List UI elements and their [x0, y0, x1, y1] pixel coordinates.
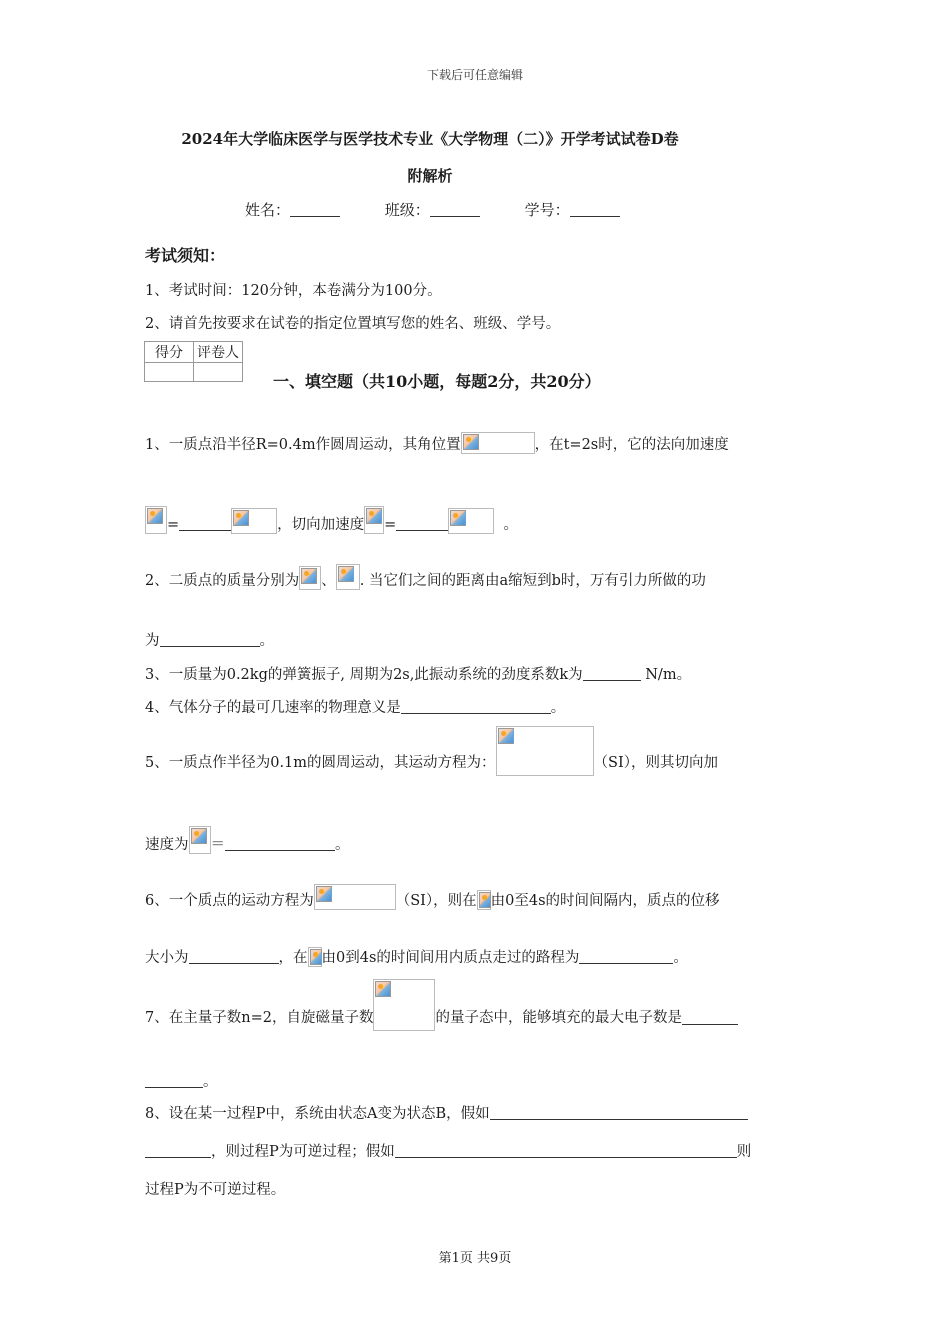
exam-subtitle: 附解析 [407, 167, 453, 185]
q6-text: 大小为 [145, 950, 189, 966]
question-4 [145, 696, 565, 717]
student-info [245, 199, 660, 220]
q3-text: 3、一质量为0.2kg的弹簧振子, 周期为2s,此振动系统的劲度系数k为 [145, 667, 583, 683]
score-table [144, 341, 243, 382]
question-5-line-2 [145, 826, 350, 854]
answer-blank[interactable] [189, 949, 279, 964]
broken-image-icon [316, 886, 332, 902]
q6-text: （SI），则在 [395, 893, 477, 909]
q2-text: 、 [321, 573, 336, 589]
q2-text: 。 [259, 633, 274, 649]
answer-blank[interactable] [145, 1073, 203, 1088]
broken-image-icon [338, 566, 354, 582]
answer-blank[interactable] [395, 1143, 737, 1158]
formula-image [448, 508, 494, 534]
q5-text: 。 [335, 837, 350, 853]
formula-image [364, 506, 384, 534]
question-1-line-1 [145, 432, 729, 454]
q5-text: （SI），则其切向加 [593, 755, 718, 771]
q4-text: 4、气体分子的最可几速率的物理意义是 [145, 700, 401, 716]
formula-image [477, 890, 491, 910]
id-label: 学号： [524, 201, 570, 219]
score-header: 得分 [145, 342, 194, 363]
q7-text: 7、在主量子数n=2，自旋磁量子数 [145, 1010, 374, 1026]
q6-text: 。 [673, 950, 688, 966]
broken-image-icon [479, 892, 491, 908]
q6-text: ，在 [278, 950, 308, 966]
formula-image [373, 979, 435, 1031]
answer-blank[interactable] [579, 949, 673, 964]
q8-text: ，则过程P为可逆过程；假如 [211, 1144, 395, 1160]
formula-image [336, 564, 360, 590]
q8-text: 则 [736, 1144, 752, 1160]
broken-image-icon [366, 508, 382, 524]
q4-text: 。 [550, 700, 566, 716]
broken-image-icon [310, 949, 322, 965]
answer-blank[interactable] [145, 1143, 211, 1158]
question-8-line-3: 过程P为不可逆过程。 [145, 1182, 286, 1198]
broken-image-icon [191, 828, 207, 844]
answer-blank[interactable] [583, 666, 641, 681]
answer-blank[interactable] [682, 1010, 738, 1025]
q6-text: 由0至4s的时间间隔内，质点的位移 [490, 893, 720, 909]
broken-image-icon [233, 510, 249, 526]
formula-image [308, 947, 322, 967]
answer-blank[interactable] [490, 1105, 748, 1120]
q6-text: 由0到4s的时间间用内质点走过的路程为 [321, 950, 580, 966]
header-note: 下载后可任意编辑 [426, 68, 523, 82]
q2-text: . 当它们之间的距离由a缩短到b时，万有引力所做的功 [359, 573, 706, 589]
question-5-line-1 [145, 726, 718, 776]
equals-sign: = [167, 517, 180, 533]
formula-image [299, 566, 321, 590]
question-6-line-1 [145, 884, 720, 910]
q2-text: 2、二质点的质量分别为 [145, 573, 300, 589]
notice-item: 2、请首先按要求在试卷的指定位置填写您的姓名、班级、学号。 [145, 316, 561, 332]
q5-text: 5、一质点作半径为0.1m的圆周运动，其运动方程为： [145, 755, 496, 771]
broken-image-icon [147, 508, 163, 524]
question-7-line-1 [145, 979, 738, 1031]
question-7-line-2 [145, 1070, 218, 1091]
broken-image-icon [450, 510, 466, 526]
broken-image-icon [463, 434, 479, 450]
exam-title: 2024年大学临床医学与医学技术专业《大学物理（二）》开学考试试卷D卷 [181, 130, 679, 148]
answer-blank[interactable] [396, 516, 448, 531]
q8-text: 8、设在某一过程P中，系统由状态A变为状态B，假如 [145, 1106, 490, 1122]
notice-item: 1、考试时间：120分钟，本卷满分为100分。 [145, 283, 442, 299]
formula-image [314, 884, 396, 910]
question-2-line-2 [145, 629, 274, 650]
question-2-line-1 [145, 564, 706, 590]
answer-blank[interactable] [225, 836, 335, 851]
question-8-line-2 [145, 1140, 751, 1161]
q1-text: 。 [503, 517, 519, 533]
id-blank[interactable] [570, 202, 620, 217]
broken-image-icon [301, 568, 317, 584]
question-3 [145, 663, 691, 684]
q1-text: ，在t=2s时，它的法向加速度 [534, 437, 729, 453]
q5-text: 速度为 [145, 837, 189, 853]
q7-text: 。 [203, 1074, 218, 1090]
class-label: 班级： [384, 201, 430, 219]
formula-image [496, 726, 594, 776]
score-cell[interactable] [145, 363, 194, 382]
formula-image [189, 826, 211, 854]
question-8-line-1 [145, 1102, 748, 1123]
answer-blank[interactable] [160, 632, 260, 647]
answer-blank[interactable] [401, 699, 551, 714]
q2-text: 为 [145, 633, 160, 649]
name-blank[interactable] [290, 202, 340, 217]
name-label: 姓名： [245, 201, 291, 219]
q1-text: ，切向加速度 [277, 517, 365, 533]
equals-sign: = [384, 517, 397, 533]
section-title: 一、填空题（共10小题，每题2分，共20分） [273, 372, 601, 391]
q7-text: 的量子态中，能够填充的最大电子数是 [435, 1010, 682, 1026]
equals-sign: ＝ [210, 837, 225, 853]
q6-text: 6、一个质点的运动方程为 [145, 893, 314, 909]
q1-text: 1、一质点沿半径R=0.4m作圆周运动，其角位置 [145, 437, 461, 453]
q3-text: N/m。 [640, 667, 692, 683]
notice-heading: 考试须知： [145, 246, 226, 265]
question-6-line-2 [145, 946, 688, 967]
grader-cell[interactable] [194, 363, 243, 382]
formula-image [461, 432, 535, 454]
class-blank[interactable] [430, 202, 480, 217]
broken-image-icon [375, 981, 391, 997]
question-1-line-2 [145, 506, 518, 534]
answer-blank[interactable] [179, 516, 231, 531]
formula-image [231, 508, 277, 534]
broken-image-icon [498, 728, 514, 744]
grader-header: 评卷人 [194, 342, 243, 363]
page-footer: 第1页 共9页 [438, 1251, 512, 1266]
formula-image [145, 506, 167, 534]
